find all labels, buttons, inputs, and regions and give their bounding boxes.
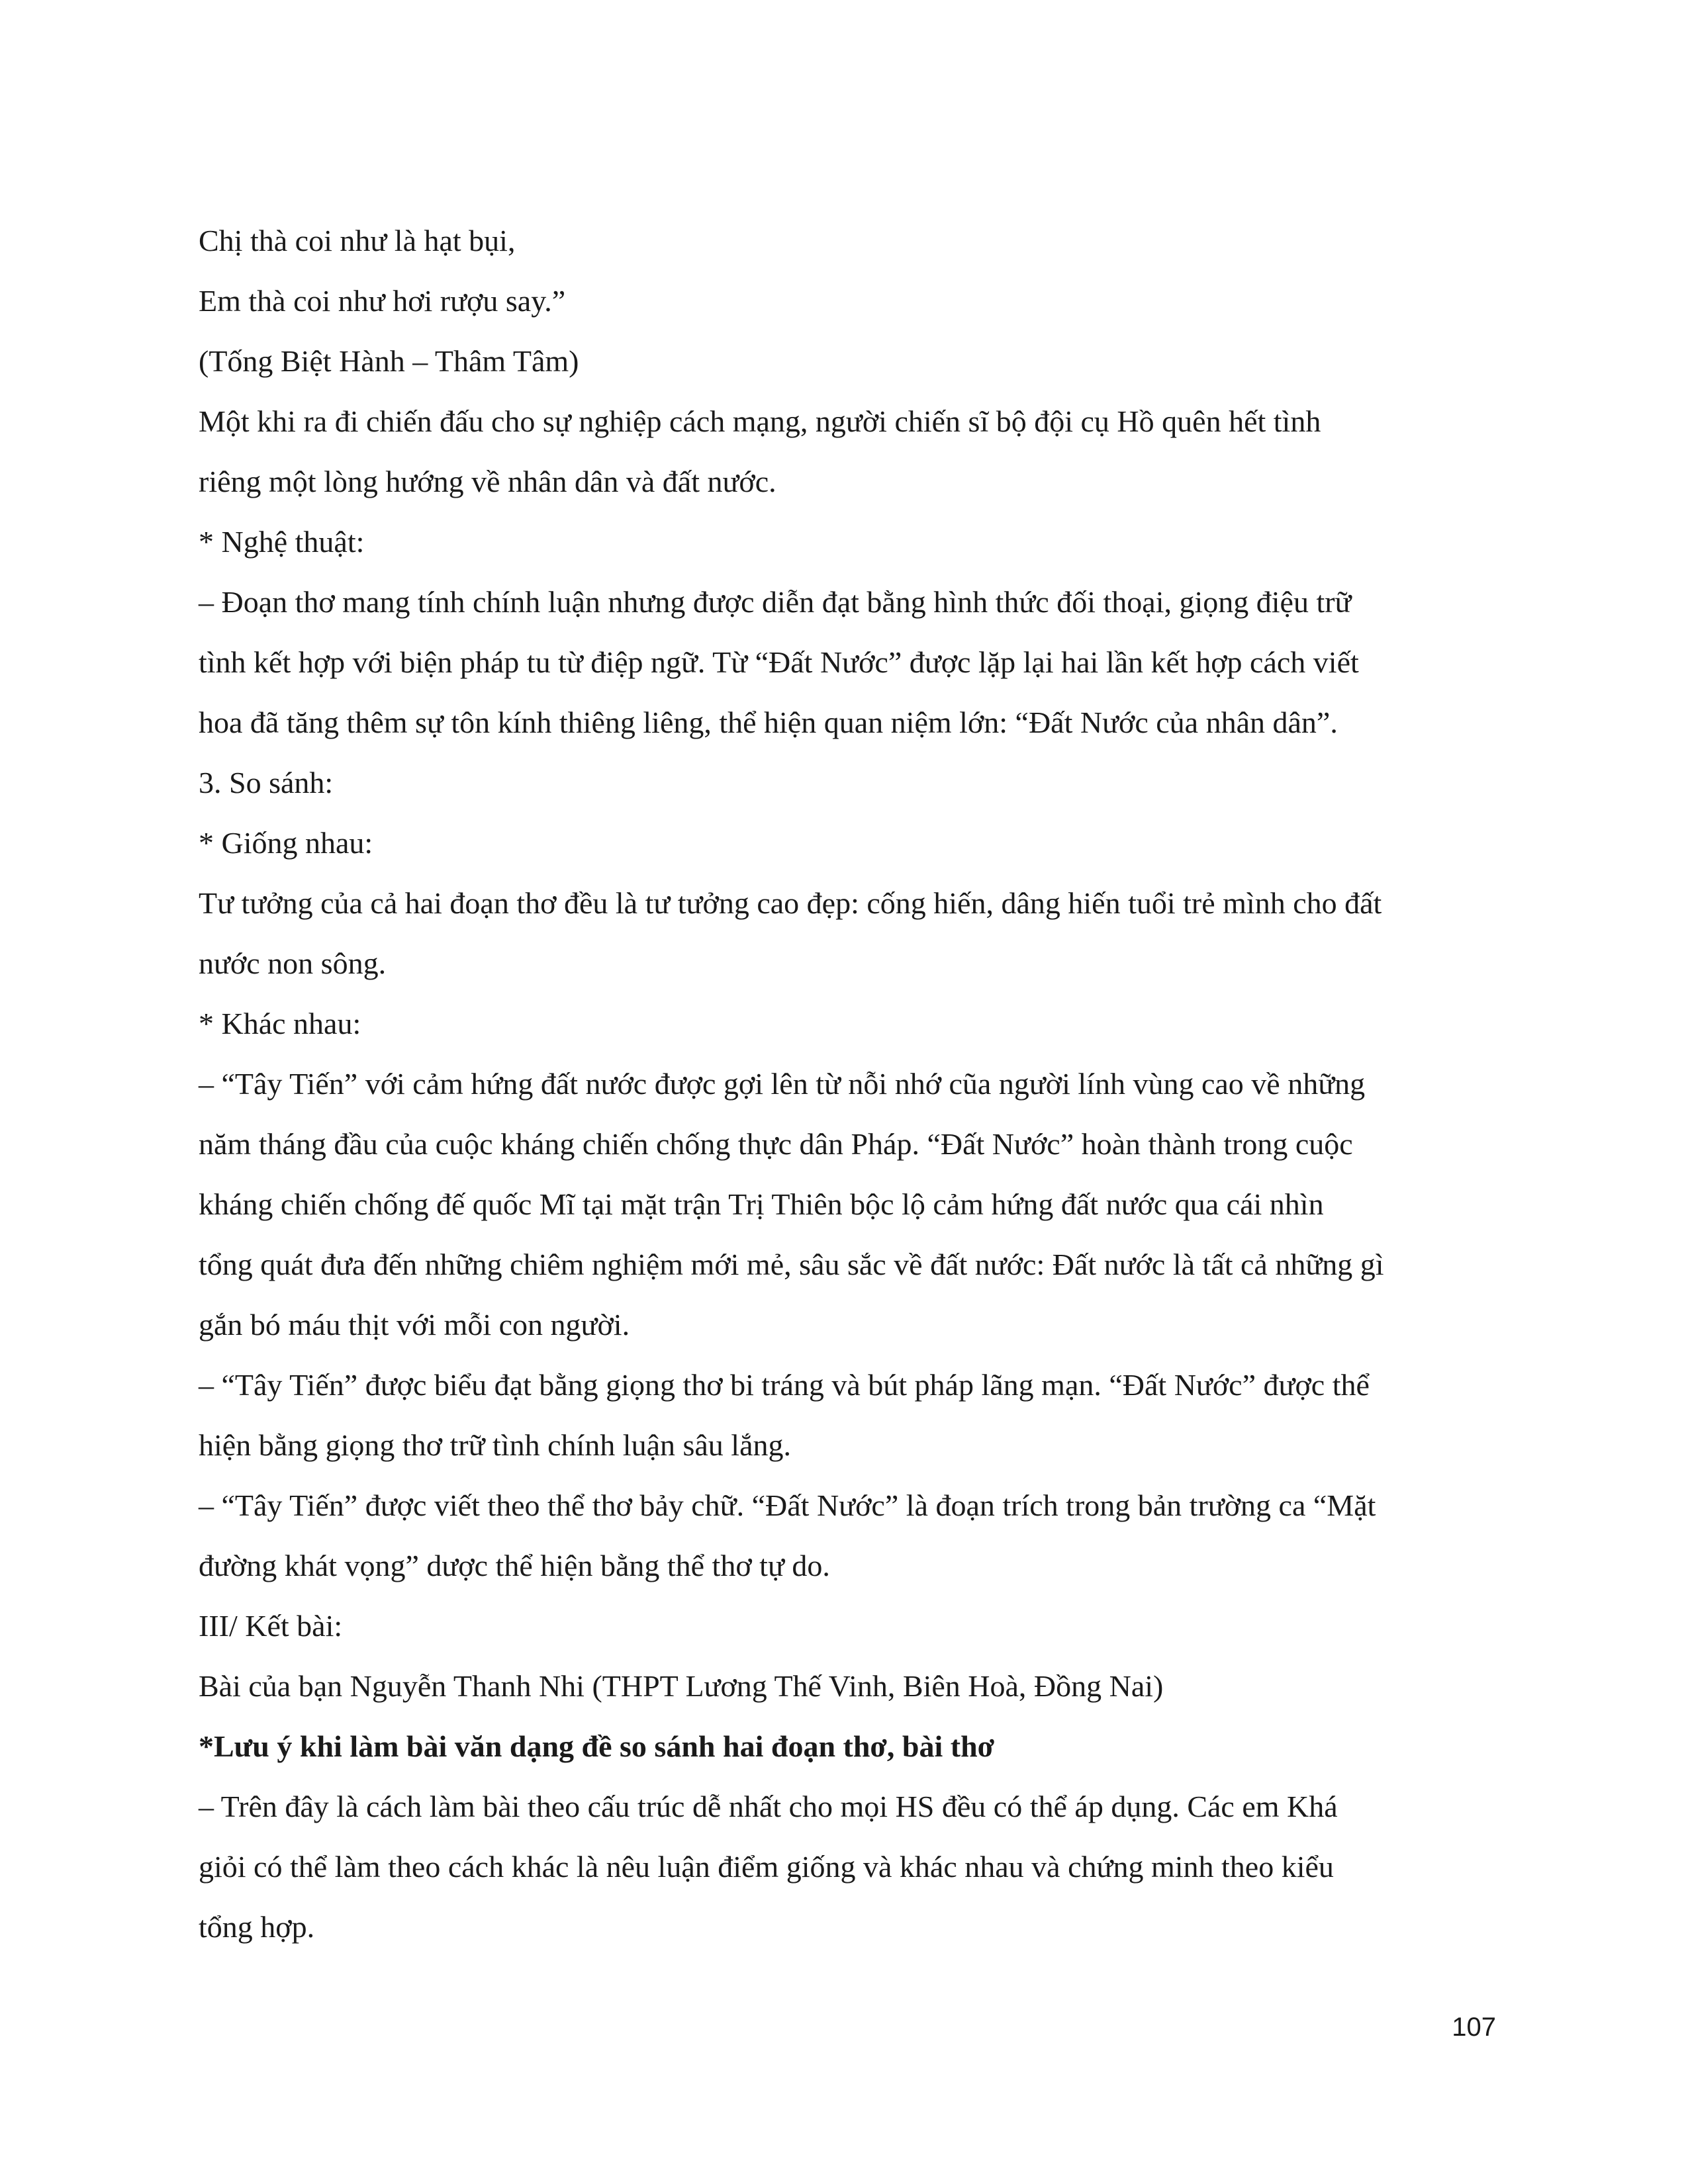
page-number: 107 — [1452, 2013, 1496, 2042]
paragraph-line: Bài của bạn Nguyễn Thanh Nhi (THPT Lương Thế Vinh, Biên Hoà, Đồng Nai) — [199, 1669, 1164, 1703]
paragraph-line: – Trên đây là cách làm bài theo cấu trúc dễ nhất cho mọi HS đều có thể áp dụng. Các em Khá — [199, 1790, 1338, 1823]
section-heading: III/ Kết bài: — [199, 1609, 343, 1643]
paragraph-line: năm tháng đầu của cuộc kháng chiến chống thực dân Pháp. “Đất Nước” hoàn thành trong cuộc — [199, 1127, 1353, 1161]
paragraph-line: đường khát vọng” dược thể hiện bằng thể thơ tự do. — [199, 1549, 830, 1582]
section-heading: * Giống nhau: — [199, 826, 373, 860]
section-heading: 3. So sánh: — [199, 766, 334, 799]
poem-citation: (Tống Biệt Hành – Thâm Tâm) — [199, 344, 579, 378]
paragraph-line: tổng quát đưa đến những chiêm nghiệm mới mẻ, sâu sắc về đất nước: Đất nước là tất cả những gì — [199, 1248, 1384, 1281]
section-heading: * Nghệ thuật: — [199, 525, 365, 559]
paragraph-line: Tư tưởng của cả hai đoạn thơ đều là tư tưởng cao đẹp: cống hiến, dâng hiến tuổi trẻ mình cho đất — [199, 886, 1382, 920]
paragraph-line: nước non sông. — [199, 946, 387, 980]
note-heading: *Lưu ý khi làm bài văn dạng đề so sánh hai đoạn thơ, bài thơ — [199, 1729, 995, 1763]
paragraph-line: – Đoạn thơ mang tính chính luận nhưng được diễn đạt bằng hình thức đối thoại, giọng điệu trữ — [199, 585, 1352, 619]
page-body — [199, 210, 1496, 1957]
paragraph-line: tổng hợp. — [199, 1910, 315, 1944]
paragraph-line: kháng chiến chống đế quốc Mĩ tại mặt trận Trị Thiên bộc lộ cảm hứng đất nước qua cái nhìn — [199, 1187, 1324, 1221]
paragraph-line: – “Tây Tiến” với cảm hứng đất nước được gợi lên từ nỗi nhớ cũa người lính vùng cao về những — [199, 1067, 1366, 1101]
paragraph-line: hiện bằng giọng thơ trữ tình chính luận sâu lắng. — [199, 1428, 792, 1462]
paragraph-line: Một khi ra đi chiến đấu cho sự nghiệp cách mạng, người chiến sĩ bộ đội cụ Hồ quên hết tình — [199, 404, 1321, 438]
poem-line: Chị thà coi như là hạt bụi, — [199, 224, 516, 257]
paragraph-line: gắn bó máu thịt với mỗi con người. — [199, 1308, 630, 1342]
paragraph-line: – “Tây Tiến” được biểu đạt bằng giọng thơ bi tráng và bút pháp lãng mạn. “Đất Nước” được thể — [199, 1368, 1370, 1402]
paragraph-line: – “Tây Tiến” được viết theo thể thơ bảy chữ. “Đất Nước” là đoạn trích trong bản trường ca “Mặt — [199, 1488, 1376, 1522]
section-heading: * Khác nhau: — [199, 1007, 361, 1040]
paragraph-line: hoa đã tăng thêm sự tôn kính thiêng liêng, thể hiện quan niệm lớn: “Đất Nước của nhân dân”. — [199, 705, 1338, 739]
paragraph-line: giỏi có thể làm theo cách khác là nêu luận điểm giống và khác nhau và chứng minh theo kiểu — [199, 1850, 1334, 1884]
paragraph-line: riêng một lòng hướng về nhân dân và đất nước. — [199, 465, 776, 498]
paragraph-line: tình kết hợp với biện pháp tu từ điệp ngữ. Từ “Đất Nước” được lặp lại hai lần kết hợp cách viết — [199, 645, 1359, 679]
poem-line: Em thà coi như hơi rượu say.” — [199, 284, 566, 318]
